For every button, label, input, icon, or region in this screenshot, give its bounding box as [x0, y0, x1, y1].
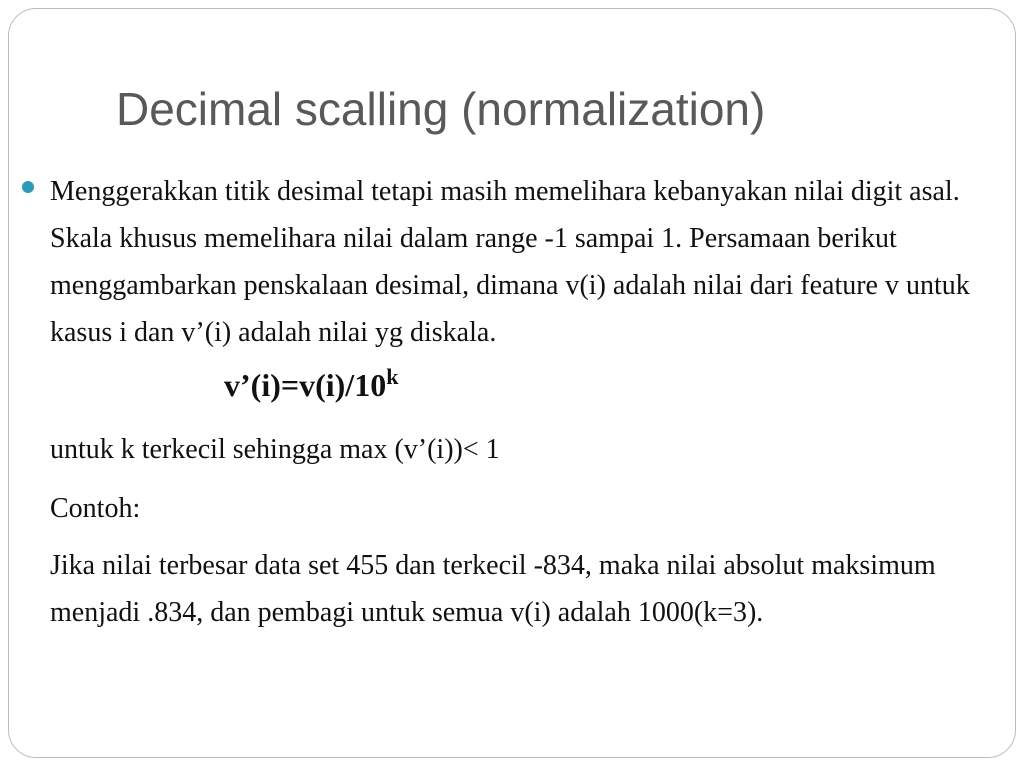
bullet-paragraph: Menggerakkan titik desimal tetapi masih memelihara kebanyakan nilai digit asal. Skala khusus memelihara nilai dalam range -1 sampai 1. Persamaan berikut menggambarkan penskalaan desimal, dimana v(i) adalah nilai dari feature v untuk kasus i dan v’(i) adalah nilai yg diskala. [50, 176, 970, 348]
example-paragraph: Jika nilai terbesar data set 455 dan terkecil -834, maka nilai absolut maksimum menjadi .834, dan pembagi untuk semua v(i) adalah 1000(k=3). [50, 550, 936, 628]
formula-exponent: k [386, 364, 399, 389]
formula [50, 356, 990, 418]
bullet-dot-icon [22, 181, 34, 193]
example-label: Contoh: [50, 493, 141, 524]
slide-title: Decimal scalling (normalization) [116, 83, 766, 135]
condition-line: untuk k terkecil sehingga max (v’(i))< 1 [50, 434, 500, 465]
formula-main: v’(i)=v(i)/10 [224, 367, 387, 403]
slide-body [50, 168, 990, 636]
